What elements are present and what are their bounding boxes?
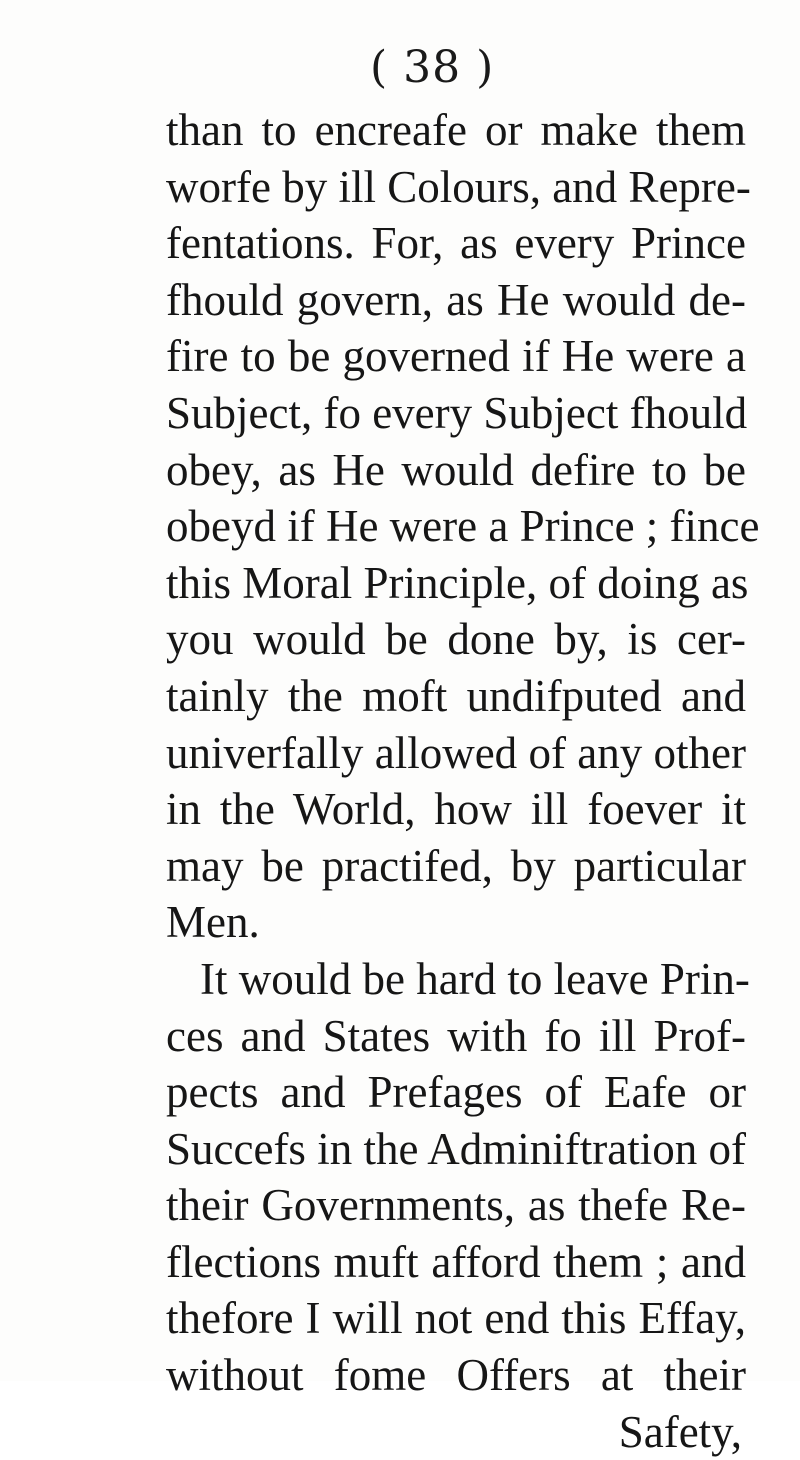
text-line: than to encreafe or make them [166,105,746,155]
text-line: thefore I will not end this Effay, [166,1293,746,1344]
text-line: fhould govern, as He would de- [166,274,746,325]
text-line: flections muft afford them ; and [166,1236,746,1287]
catchword: Safety, [618,1406,742,1457]
body-text [166,102,760,1460]
text-line: this Moral Principle, of doing as [166,557,749,608]
text-line: pects and Prefages of Eafe or [166,1067,746,1118]
text-line: Subject, fo every Subject fhould [166,387,748,438]
text-line: may be practifed, by particular [166,840,746,891]
text-line: Men. [166,897,260,948]
text-line: fire to be governed if He were a [166,331,746,382]
text-line: without fome Offers at their [166,1350,746,1401]
text-line: obey, as He would defire to be [166,444,746,495]
text-line: you would be done by, is cer- [166,614,746,665]
text-line: in the World, how ill foever it [166,784,746,835]
text-line: their Governments, as thefe Re- [166,1180,746,1231]
paragraph-first-line: It would be hard to leave Prin- [200,953,750,1004]
text-line: obeyd if He were a Prince ; fince [166,501,760,552]
page-number: ( 38 ) [370,42,495,93]
text-line: Succefs in the Adminiftration of [166,1123,746,1174]
text-line: worfe by ill Colours, and Repre- [166,161,751,212]
text-line: fentations. For, as every Prince [166,218,746,269]
text-line: univerfally allowed of any other [166,727,746,778]
text-line: tainly the moft undifputed and [166,670,746,721]
text-line: ces and States with fo ill Prof- [166,1010,746,1061]
